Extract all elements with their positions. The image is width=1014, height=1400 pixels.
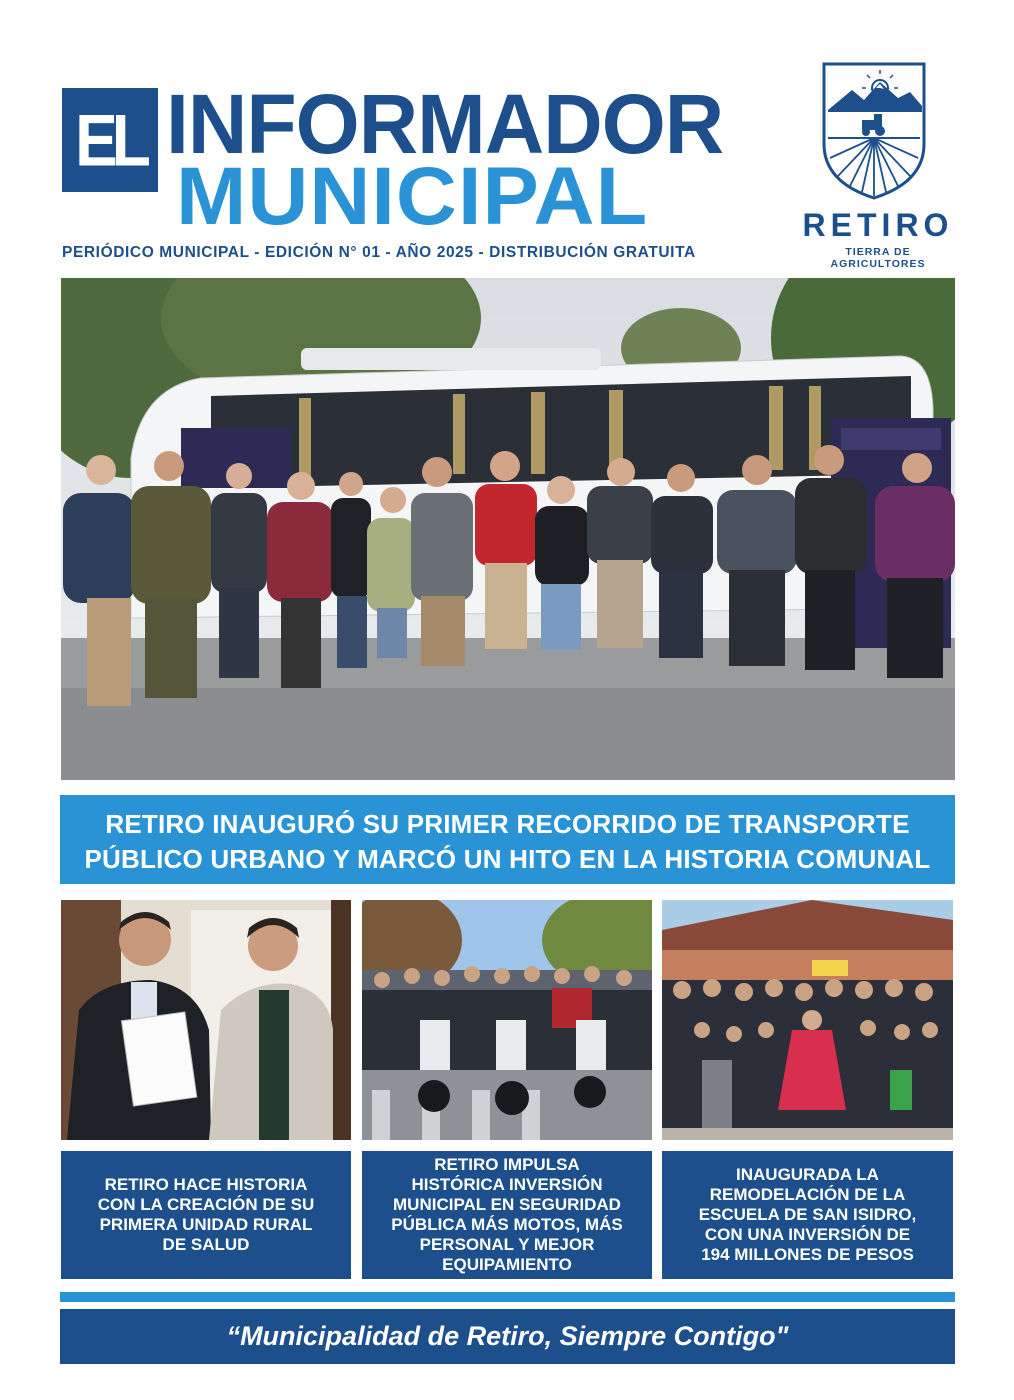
- el-badge-label: EL: [75, 98, 145, 182]
- footer-slogan: “Municipalidad de Retiro, Siempre Contigo": [60, 1309, 955, 1364]
- brand-name: RETIRO: [802, 207, 954, 243]
- masthead-title-line2: MUNICIPAL: [176, 151, 649, 242]
- masthead-subline: PERIÓDICO MUNICIPAL - EDICIÓN N° 01 - AÑO 2025 - DISTRIBUCIÓN GRATUITA: [62, 244, 696, 261]
- main-headline: [60, 795, 955, 884]
- main-headline-line1: RETIRO INAUGURÓ SU PRIMER RECORRIDO DE TRANSPORTE: [105, 808, 910, 839]
- story-photo-school-san-isidro: [662, 900, 953, 1140]
- main-headline-line2: PÚBLICO URBANO Y MARCÓ UN HITO EN LA HISTORIA COMUNAL: [84, 843, 931, 874]
- story-caption-school: INAUGURADA LA REMODELACIÓN DE LA ESCUELA DE SAN ISIDRO, CON UNA INVERSIÓN DE 194 MILLONES DE PESOS: [662, 1151, 953, 1279]
- story-caption-security: RETIRO IMPULSA HISTÓRICA INVERSIÓN MUNICIPAL EN SEGURIDAD PÚBLICA MÁS MOTOS, MÁS PERSONAL Y MEJOR EQUIPAMIENTO: [362, 1151, 652, 1279]
- hero-photo-bus-inauguration: [61, 278, 955, 780]
- story-photo-security-motorcycles: [362, 900, 652, 1140]
- story-caption-health: RETIRO HACE HISTORIA CON LA CREACIÓN DE SU PRIMERA UNIDAD RURAL DE SALUD: [61, 1151, 351, 1279]
- footer-divider: [60, 1292, 955, 1302]
- retiro-shield-logo: [818, 58, 930, 202]
- masthead-title-line1: INFORMADOR: [166, 77, 724, 171]
- story-photo-health-unit: [61, 900, 351, 1140]
- brand-tagline: TIERRA DE AGRICULTORES: [830, 246, 926, 270]
